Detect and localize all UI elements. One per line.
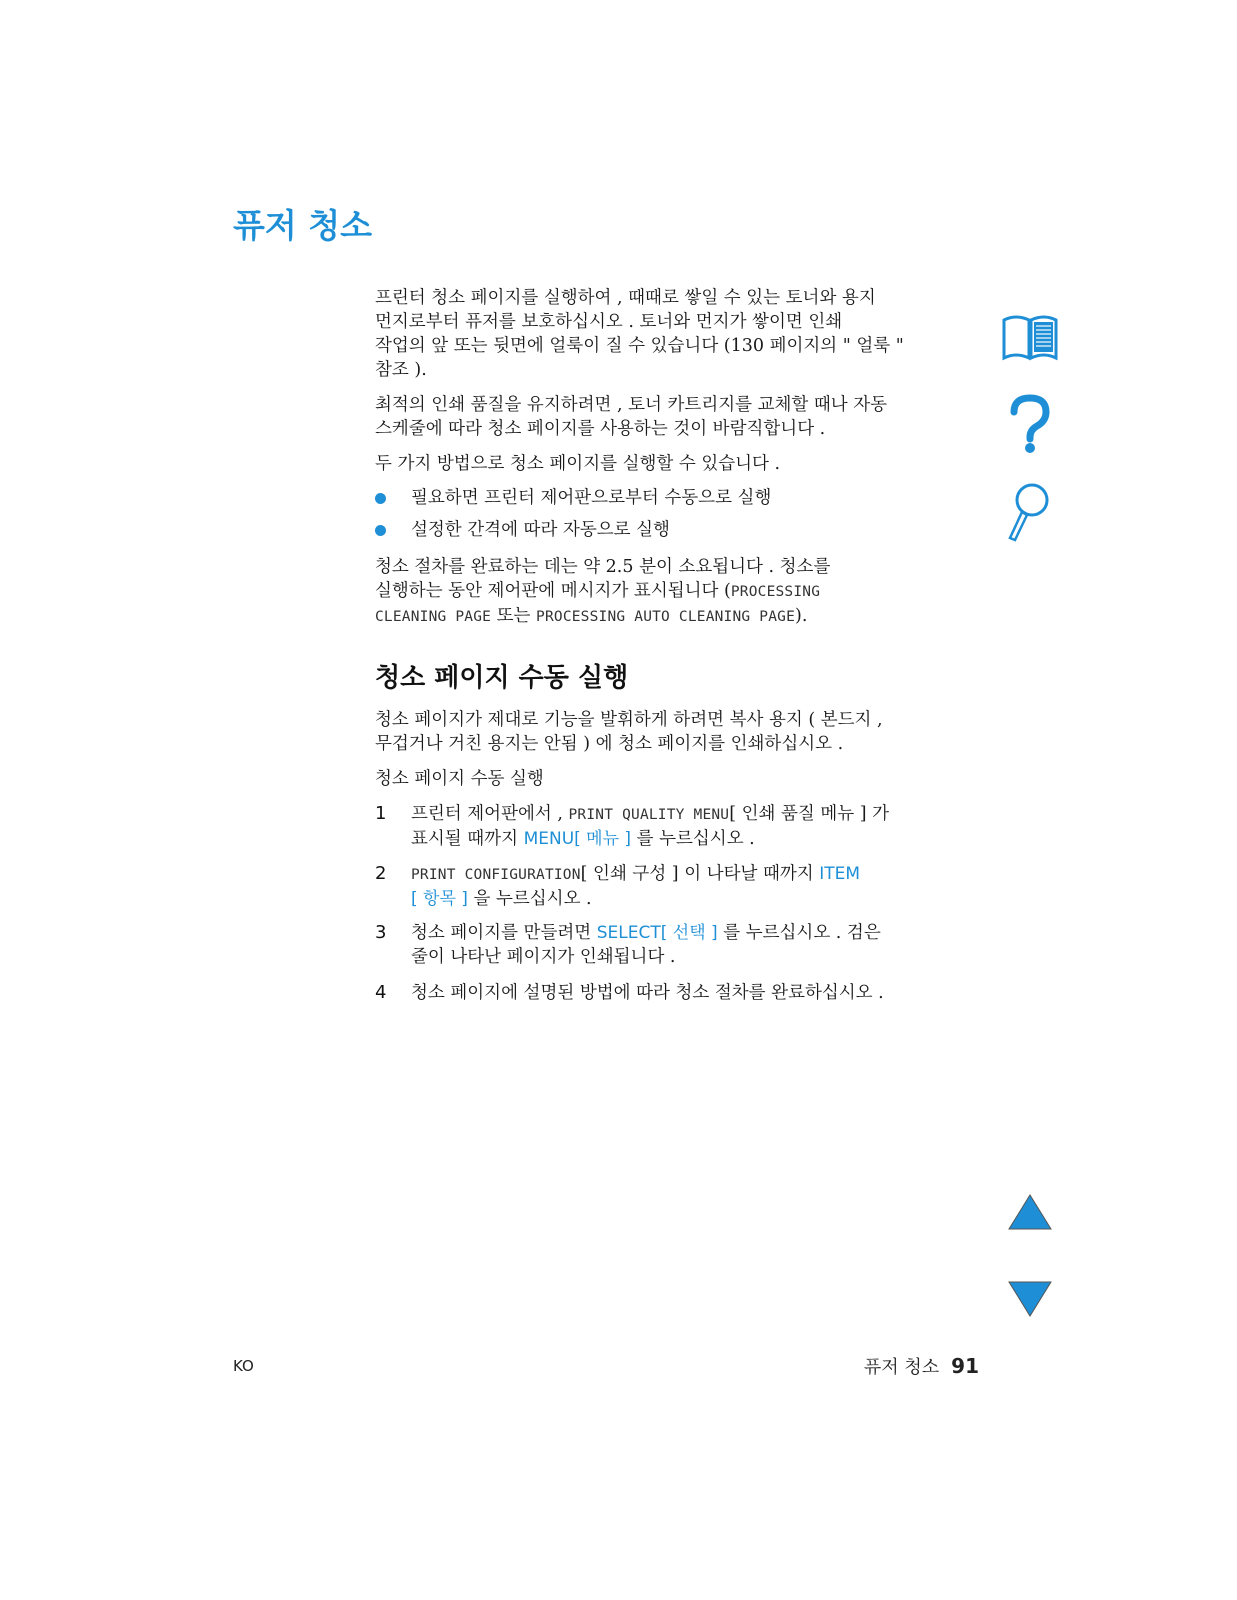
step-number: 1 [375,803,387,824]
text-line: 작업의 앞 또는 뒷면에 얼룩이 질 수 있습니다 (130 페이지의 " 얼룩 " [375,336,904,356]
duration-paragraph [375,555,975,629]
magnifier-icon-graphic [1006,480,1052,544]
text-line: 청소 페이지에 설명된 방법에 따라 청소 절차를 완료하십시오 . [411,983,884,1003]
menu-button-reference: MENU[ 메뉴 ] [523,829,632,849]
text-segment: 를 누르십시오 . 검은 [717,923,881,943]
step-text [411,802,889,851]
text-segment: 표시될 때까지 [411,829,524,849]
display-message: PRINT QUALITY MENU [568,807,730,823]
bullet-text: 설정한 간격에 따라 자동으로 실행 [411,520,670,540]
text-segment: [ 인쇄 품질 메뉴 ] 가 [729,804,890,824]
text-line: 스케줄에 따라 청소 페이지를 사용하는 것이 바람직합니다 . [375,419,826,439]
step-item [375,862,985,910]
paper-paragraph [375,708,975,756]
book-icon[interactable] [1000,312,1060,366]
previous-page-icon[interactable] [1007,1193,1053,1235]
display-message: PROCESSING [730,584,821,600]
text-segment: 을 누르십시오 . [467,889,592,909]
text-line: 청소 페이지가 제대로 기능을 발휘하게 하려면 복사 용지 ( 본드지 , [375,710,883,730]
text-segment: ). [795,606,808,626]
procedure-label [375,767,975,791]
step-item [375,981,985,1005]
step-item [375,921,985,969]
step-number: 2 [375,863,387,884]
text-line: 최적의 인쇄 품질을 유지하려면 , 토너 카트리지를 교체할 때나 자동 [375,395,888,415]
text-line [411,887,860,911]
up-arrow-icon [1007,1193,1053,1231]
section-heading: 청소 페이지 수동 실행 [375,663,629,693]
step-text [411,921,881,969]
text-segment: 프린터 제어판에서 , [411,804,569,824]
bullet-item [375,485,975,511]
maintenance-paragraph [375,393,975,441]
display-message: CLEANING PAGE [375,609,492,625]
text-line: 먼지로부터 퓨저를 보호하십시오 . 토너와 먼지가 쌓이면 인쇄 [375,312,843,332]
bullet-item [375,517,975,543]
page-number: 91 [951,1354,979,1378]
text-line: 청소 절차를 완료하는 데는 약 2.5 분이 소요됩니다 . 청소를 [375,557,831,577]
bullet-dot [375,493,386,504]
text-line [375,604,975,629]
text-line: 두 가지 방법으로 청소 페이지를 실행할 수 있습니다 . [375,454,781,474]
select-button-reference: SELECT[ 선택 ] [596,923,718,943]
display-message: PRINT CONFIGURATION [411,867,581,883]
book-icon-graphic [1000,312,1060,362]
step-text [411,981,884,1005]
next-page-icon[interactable] [1007,1280,1053,1322]
magnifier-icon[interactable] [1006,480,1052,548]
intro-paragraph [375,286,975,382]
text-segment: [ 인쇄 구성 ] 이 나타날 때까지 [580,864,820,884]
bullet-text: 필요하면 프린터 제어판으로부터 수동으로 실행 [411,488,772,508]
help-icon-graphic [1008,394,1052,456]
text-segment: 또는 [491,606,537,626]
step-number: 4 [375,982,387,1003]
text-line: 프린터 청소 페이지를 실행하여 , 때때로 쌓일 수 있는 토너와 용지 [375,288,876,308]
text-segment: 를 누르십시오 . [631,829,755,849]
text-line: 청소 페이지 수동 실행 [375,769,544,789]
text-line: 참조 ). [375,360,427,380]
methods-paragraph [375,452,975,476]
down-arrow-icon [1007,1280,1053,1318]
text-line [375,579,975,604]
display-message: PROCESSING AUTO CLEANING PAGE [536,609,795,625]
text-line [411,827,889,851]
step-item [375,802,985,850]
text-line: 무겁거나 거친 용지는 안됨 ) 에 청소 페이지를 인쇄하십시오 . [375,734,844,754]
text-segment: 실행하는 동안 제어판에 메시지가 표시됩니다 ( [375,581,731,601]
footer-page-info [864,1353,979,1379]
page-title: 퓨저 청소 [233,206,373,245]
item-button-reference: [ 항목 ] [411,889,468,909]
footer-section-title: 퓨저 청소 [863,1357,940,1378]
text-line [411,862,860,887]
item-button-reference: ITEM [819,864,861,884]
help-icon[interactable] [1008,394,1052,460]
text-segment: 청소 페이지를 만들려면 [411,923,597,943]
text-line: 줄이 나타난 페이지가 인쇄됩니다 . [411,947,676,967]
step-text [411,862,860,911]
text-line [411,802,889,827]
bullet-dot [375,525,386,536]
footer-language: KO [233,1357,254,1375]
step-number: 3 [375,922,387,943]
text-line [411,921,881,945]
